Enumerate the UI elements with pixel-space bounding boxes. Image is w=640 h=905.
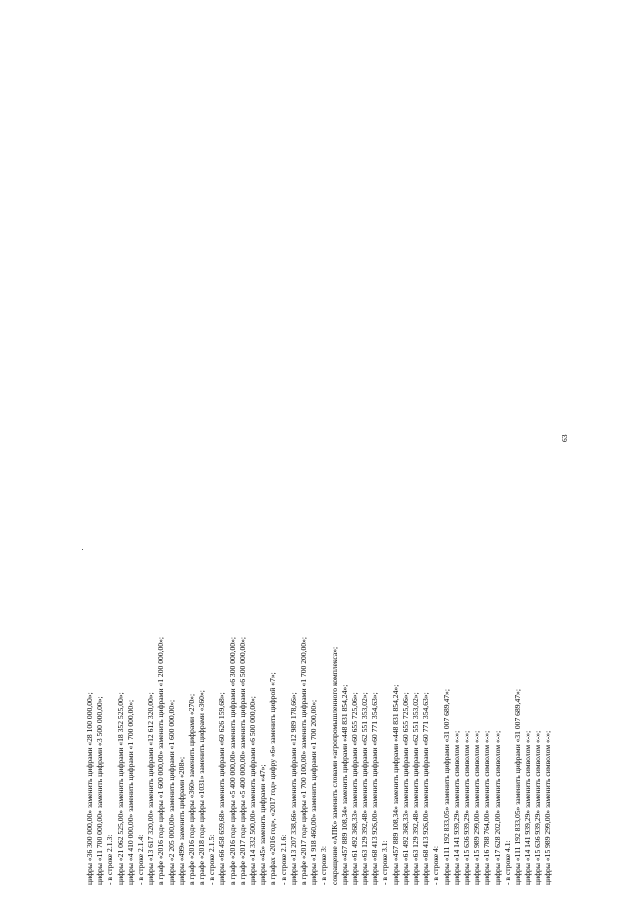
amendment-line: цифры «61 492 368,33» заменить цифрами «60 655 725,06»; bbox=[400, 692, 410, 885]
amendment-line: цифры «63 129 392,48» заменить цифрами «62 551 353,02»; bbox=[411, 692, 420, 885]
amendment-line: цифры «111 192 833,05» заменить цифрами «31 007 689,47»; bbox=[512, 689, 522, 885]
amendment-line: - в строке 2.1.5: bbox=[207, 834, 217, 885]
amendment-line: цифры «63 129 392,48» заменить цифрами «62 551 353,02»; bbox=[360, 692, 370, 885]
amendment-line: цифры «61 492 368,33» заменить цифрами «60 655 725,06»; bbox=[349, 692, 359, 885]
amendment-line: цифры «111 192 833,05» заменить цифрами «31 007 689,47»; bbox=[441, 689, 451, 885]
amendment-line: цифры «68 413 926,00» заменить цифрами «60 771 354,63»; bbox=[370, 692, 380, 885]
amendment-line: - в строке 2.1.4: bbox=[135, 834, 145, 885]
amendment-line: цифры «16 788 764,00» заменить символом «-»; bbox=[482, 730, 492, 885]
amendment-line: цифры «68 413 926,00» заменить цифрами «60 771 354,63»; bbox=[421, 692, 431, 885]
amendment-line: в графе «2016 год» цифры «360» заменить цифрами «270»; bbox=[186, 693, 196, 885]
amendment-line: цифры «14 332 500,00» заменить цифрами «6 500 000,00»; bbox=[248, 696, 257, 885]
amendment-line: цифры «66 458 659,68» заменить цифрами «60 626 159,68»; bbox=[217, 692, 227, 885]
amendment-line: - в строке 3.1: bbox=[380, 840, 390, 885]
amendment-line: цифры «15 989 299,00» заменить символом «-»; bbox=[543, 730, 553, 885]
amendment-line: цифры «45» заменить цифрами «47»; bbox=[258, 764, 268, 885]
amendment-line: - в строке 3: bbox=[319, 846, 329, 885]
amendment-line: цифры «15 989 299,00» заменить символом «-»; bbox=[472, 730, 482, 885]
amendment-line: в графе «2016 год» цифры «1 600 000,00» заменить цифрами «1 200 000,00»; bbox=[156, 636, 166, 885]
amendment-lines bbox=[85, 555, 554, 885]
amendment-line: цифры «1 918 460,00» заменить цифрами «1 700 200,00»; bbox=[309, 699, 319, 885]
amendment-line: цифры «15 636 939,29» заменить символом «-»; bbox=[533, 730, 543, 885]
amendment-line: - в строке 2.1.3: bbox=[105, 834, 115, 885]
amendment-line: - в строке 4: bbox=[431, 846, 441, 885]
amendment-line: цифры «4 410 000,00» заменить цифрами «1 700 000,00»; bbox=[125, 699, 135, 885]
amendment-line: в графе «2018 год» цифры «1031» заменить цифрами «360»; bbox=[197, 690, 207, 885]
amendment-line: цифры «499» заменить цифрами «208»; bbox=[176, 756, 186, 885]
amendment-line: цифры «15 636 939,29» заменить символом «-»; bbox=[461, 730, 471, 885]
amendment-line: - в строке 2.1.6: bbox=[278, 834, 288, 885]
amendment-line: цифры «11 700 000,00» заменить цифрами «3 500 000,00»; bbox=[95, 696, 105, 885]
page-number: 63 bbox=[560, 434, 569, 442]
amendment-line: цифры «457 889 108,34» заменить цифрами «448 831 854,24»; bbox=[390, 684, 400, 885]
amendment-line: цифры «21 062 525,00» заменить цифрами «18 352 525,00»; bbox=[115, 692, 125, 885]
amendment-line: цифры «14 141 939,29» заменить символом «-»; bbox=[523, 730, 533, 885]
amendment-line: цифры «457 889 108,34» заменить цифрами «448 831 854,24»; bbox=[339, 684, 349, 885]
amendment-line: цифры «36 300 000,00» заменить цифрами «28 100 000,00»; bbox=[85, 692, 94, 885]
amendment-line: в графе «2017 год» цифры «1 700 100,00» заменить цифрами «1 700 200,00»; bbox=[298, 636, 308, 885]
amendment-line: в графе «2017 год» цифры «5 400 000,00» заменить цифрами «6 500 000,00»; bbox=[237, 636, 247, 885]
amendment-line: цифры «2 205 000,00» заменить цифрами «1 600 000,00»; bbox=[166, 699, 176, 885]
amendment-line: в графах «2016 год», «2017 год» цифру «6» заменить цифрой «7»; bbox=[268, 672, 278, 885]
amendment-line: цифры «13 207 338,66» заменить цифрами «12 989 178,66»; bbox=[288, 692, 298, 885]
amendment-line: цифры «13 617 320,00» заменить цифрами «12 612 320,00»; bbox=[146, 692, 156, 885]
amendment-line: цифры «17 628 202,00» заменить символом «-»; bbox=[492, 730, 502, 885]
scan-speck bbox=[82, 549, 83, 550]
amendment-line: цифры «14 141 939,29» заменить символом «-»; bbox=[451, 730, 461, 885]
amendment-line: - в строке 4.1: bbox=[502, 840, 512, 885]
amendment-line: в графе «2016 год» цифры «5 400 000,00» заменить цифрами «6 300 000,00»; bbox=[227, 636, 237, 885]
amendment-line: сокращение «АПК» заменить словами «агропромышленного комплекса»; bbox=[329, 646, 339, 885]
